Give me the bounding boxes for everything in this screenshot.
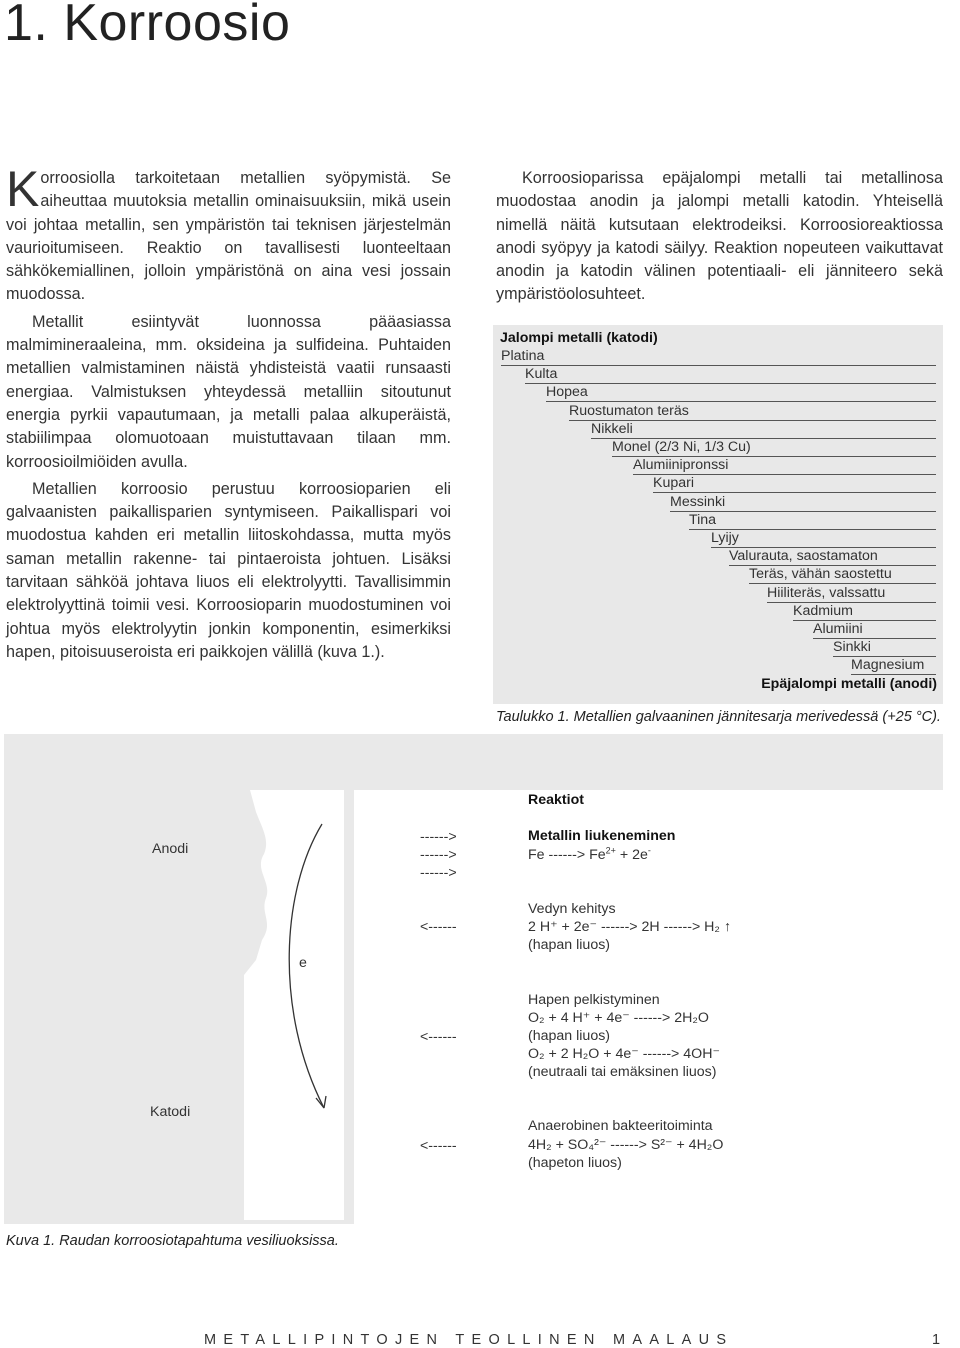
anode-label: Anodi xyxy=(152,841,189,857)
series-metal-row: Tina xyxy=(689,512,936,530)
series-footer: Epäjalompi metalli (anodi) xyxy=(761,676,937,692)
cathode-label: Katodi xyxy=(150,1104,191,1120)
page-title: 1. Korroosio xyxy=(4,0,291,52)
series-metal-row: Nikkeli xyxy=(591,421,936,439)
arrow-left-1: <------ xyxy=(420,919,457,935)
left-column xyxy=(6,161,451,664)
drop-cap: K xyxy=(6,161,40,217)
paragraph-metals: Metallit esiintyvät luonnossa pääasiassa malmimineraaleina, mm. oksideina ja sulfideina. Puhtaiden metallien valmistaminen näistä yhdisteistä vaatii runsaasti energiaa. Valmistuksen yhteydessä metalliin sitoutunut energia pyrkii vapautumaan, ja metalli palaa alkuperäistä, stabiilimpaa olomuotoaan muistuttavaan tilaan mm. korroosioilmiöiden avulla. xyxy=(6,312,451,471)
series-metal-row: Ruostumaton teräs xyxy=(569,403,936,421)
series-metal-row: Platina xyxy=(501,348,936,366)
series-metal-row: Magnesium xyxy=(851,657,936,675)
series-header: Jalompi metalli (katodi) xyxy=(500,330,658,346)
footer-publication-title: METALLIPINTOJEN TEOLLINEN MAALAUS xyxy=(204,1332,734,1348)
intro-paragraph xyxy=(6,161,451,307)
arrow-right-3: ------> xyxy=(420,865,457,881)
reaction-1-title: Metallin liukeneminen xyxy=(528,828,676,844)
galvanic-series-table xyxy=(493,325,943,704)
arrow-right-2: ------> xyxy=(420,847,457,863)
series-metal-row: Alumiini xyxy=(813,621,936,639)
paragraph-galvanic: Metallien korroosio perustuu korroosioparien eli galvaanisten paikallisparien syntymiseen. Paikallispari voi muodostua kahden eri metallin liitoskohdassa, mutta myös saman metallin rakenne- tai pintaeroista johtuen. Lisäksi tarvitaan sähköä johtava liuos eli elektrolyytti. Tavallisimmin elektrolyyttinä toimii vesi. Korroosioparin muodostuminen voi johtua myös elektrolyytin jonkin komponentin, esimerkiksi hapen, pitoisuuseroista eri paikkojen välillä (kuva 1.). xyxy=(6,479,451,661)
series-metal-row: Kupari xyxy=(653,475,936,493)
reaction-3-title: Hapen pelkistyminen xyxy=(528,992,660,1008)
series-metal-row: Valurauta, saostamaton xyxy=(729,548,936,566)
series-metal-row: Lyijy xyxy=(711,530,936,548)
reaction-4-note: (hapeton liuos) xyxy=(528,1155,622,1171)
table-caption: Taulukko 1. Metallien galvaaninen jännitesarja merivedessä (+25 °C). xyxy=(496,709,941,725)
reaction-3-equation-2: O₂ + 2 H₂O + 4e⁻ ------> 4OH⁻ xyxy=(528,1046,720,1062)
intro-text: orroosiolla tarkoitetaan metallien syöpymistä. Se aiheuttaa muutoksia metallin ominaisuuksiin, mikä usein voi johtaa metallin, sen ympäristön tai teknisen järjestelmän vaurioitumiseen. Reaktio on tavallisesti luonteeltaan sähkökemiallinen, jolloin ympäristönä on aina vesi jossain muodossa. xyxy=(6,169,451,304)
series-metal-row: Hopea xyxy=(546,384,936,402)
reaction-4-title: Anaerobinen bakteeritoiminta xyxy=(528,1118,713,1134)
series-metal-row: Teräs, vähän saostettu xyxy=(749,566,936,584)
series-metal-row: Kadmium xyxy=(793,603,936,621)
reaction-3-note-2: (neutraali tai emäksinen liuos) xyxy=(528,1064,717,1080)
arrow-left-3: <------ xyxy=(420,1138,457,1154)
reaction-3-equation-1: O₂ + 4 H⁺ + 4e⁻ ------> 2H₂O xyxy=(528,1010,709,1026)
reaction-2-note: (hapan liuos) xyxy=(528,937,611,953)
electron-flow-arrow xyxy=(264,820,360,1120)
reaction-3-note-1: (hapan liuos) xyxy=(528,1028,611,1044)
reaction-1-equation: Fe ------> $Fe^{2+} + 2e^-$ xyxy=(528,845,651,863)
right-column xyxy=(496,167,943,307)
series-metal-row: Alumiinipronssi xyxy=(633,457,936,475)
page-number: 1 xyxy=(932,1332,941,1348)
series-metal-row: Messinki xyxy=(670,494,936,512)
arrow-left-2: <------ xyxy=(420,1029,457,1045)
series-metal-row: Sinkki xyxy=(833,639,936,657)
reaction-2-equation: 2 H⁺ + 2e⁻ ------> 2H ------> H₂ ↑ xyxy=(528,919,731,935)
series-metal-row: Monel (2/3 Ni, 1/3 Cu) xyxy=(612,439,936,457)
arrow-right-1: ------> xyxy=(420,829,457,845)
reaction-2-title: Vedyn kehitys xyxy=(528,901,616,917)
reaction-4-equation: 4H₂ + SO₄²⁻ ------> S²⁻ + 4H₂O xyxy=(528,1137,724,1153)
paragraph-electrodes: Korroosioparissa epäjalompi metalli tai metallinosa muodostaa anodin ja jalompi metalli katodin. Yhteisellä nimellä näitä kutsutaan elektrodeiksi. Korroosioreaktiossa anodi syöpyy ja katodi säilyy. Reaktion nopeuteen vaikuttavat anodin ja katodin välinen potentiaali- eli jänniteero sekä ympäristöolosuhteet. xyxy=(496,169,943,304)
figure-caption: Kuva 1. Raudan korroosiotapahtuma vesiliuoksissa. xyxy=(6,1233,339,1249)
reactions-title: Reaktiot xyxy=(528,792,584,808)
electron-label: e xyxy=(299,955,307,971)
series-metal-row: Hiiliteräs, valssattu xyxy=(767,585,936,603)
series-metal-row: Kulta xyxy=(525,366,936,384)
